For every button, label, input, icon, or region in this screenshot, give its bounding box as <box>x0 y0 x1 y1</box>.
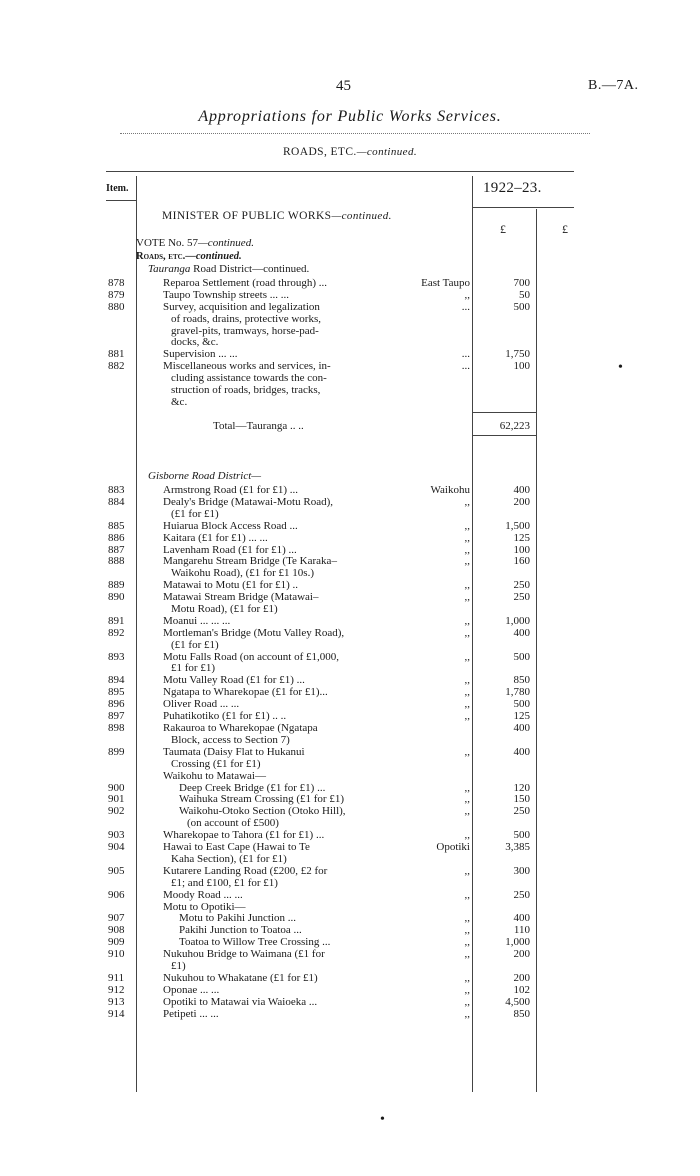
item-description: (£1 for £1) <box>171 507 219 520</box>
item-district: ,, <box>464 614 470 627</box>
item-description: Waikohu-Otoko Section (Otoko Hill), <box>179 805 346 818</box>
item-description: Moanui ... ... ... <box>163 614 231 627</box>
currency-right: £ <box>562 222 568 236</box>
item-description: Kaha Section), (£1 for £1) <box>171 852 287 865</box>
item-number: 901 <box>108 793 125 806</box>
item-description: Rakauroa to Wharekopae (Ngatapa <box>163 722 318 734</box>
table-row <box>0 532 700 544</box>
item-district: ,, <box>464 674 470 687</box>
item-description: docks, &c. <box>171 336 219 349</box>
item-amount: 400 <box>513 745 530 758</box>
table-row <box>0 793 700 805</box>
item-number: 908 <box>108 924 125 937</box>
year-column-header: 1922–23. <box>483 180 542 196</box>
item-district: ,, <box>464 793 470 806</box>
item-description: Wharekopae to Tahora (£1 for £1) ... <box>163 829 325 842</box>
currency-left: £ <box>500 222 506 236</box>
item-description: Motu Falls Road (on account of £1,000, <box>163 650 339 663</box>
total-tauranga-amount: 62,223 <box>499 420 530 432</box>
item-district: ,, <box>464 626 470 639</box>
item-description: Nukuhou to Whakatane (£1 for £1) <box>163 971 318 984</box>
table-row <box>0 829 700 841</box>
item-number: 879 <box>108 288 125 301</box>
item-number: 907 <box>108 912 125 925</box>
item-number: 905 <box>108 864 125 877</box>
vote-heading-text: VOTE No. 57 <box>136 237 199 249</box>
item-number: 892 <box>108 626 125 639</box>
item-amount: 250 <box>513 579 530 592</box>
item-number: 914 <box>108 1007 125 1020</box>
item-number: 891 <box>108 614 125 627</box>
item-amount: 850 <box>513 674 530 687</box>
item-amount: 200 <box>513 948 530 961</box>
table-row <box>0 841 700 865</box>
table-row <box>0 722 700 746</box>
item-description: Supervision ... ... <box>163 348 238 361</box>
item-description: Huiarua Block Access Road ... <box>163 519 298 532</box>
item-description: struction of roads, bridges, tracks, <box>171 384 321 397</box>
item-description: Moody Road ... ... <box>163 888 243 901</box>
item-description: Kaitara (£1 for £1) ... ... <box>163 531 268 544</box>
item-number: 897 <box>108 710 125 723</box>
item-number: 894 <box>108 674 125 687</box>
item-description: Matawai to Motu (£1 for £1) .. <box>163 579 299 592</box>
item-number: 884 <box>108 495 125 508</box>
item-amount: 100 <box>513 543 530 556</box>
table-row <box>0 698 700 710</box>
section-heading-cont: —continued. <box>356 146 418 158</box>
item-amount: 3,385 <box>505 841 530 853</box>
item-description: Taumata (Daisy Flat to Hukanui <box>163 745 305 758</box>
tauranga-district-name: Tauranga <box>148 263 191 275</box>
total-top-rule <box>472 412 536 413</box>
item-description: £1 for £1) <box>171 662 215 675</box>
stray-mark: • <box>618 360 623 375</box>
item-description: Survey, acquisition and legalization <box>163 300 320 313</box>
total-bottom-rule <box>472 435 536 436</box>
table-row <box>0 746 700 770</box>
item-description: Miscellaneous works and services, in- <box>163 360 331 373</box>
item-amount: 400 <box>513 626 530 639</box>
item-amount: 850 <box>513 1007 530 1020</box>
item-amount: 100 <box>513 360 530 373</box>
item-description: Pakihi Junction to Toatoa ... <box>179 924 302 937</box>
item-district: ... <box>461 348 470 361</box>
roads-subheading-text: Roads, etc. <box>136 251 186 262</box>
item-number: 910 <box>108 948 125 961</box>
item-column-header: Item. <box>106 183 129 194</box>
item-amount: 500 <box>513 829 530 842</box>
item-amount: 400 <box>513 484 530 496</box>
item-amount: 250 <box>513 888 530 901</box>
item-district: ,, <box>464 1007 470 1020</box>
item-district: ,, <box>464 781 470 794</box>
item-amount: 150 <box>513 793 530 806</box>
item-description: Nukuhou Bridge to Waimana (£1 for <box>163 948 325 961</box>
table-row <box>0 805 700 829</box>
item-description: Matawai Stream Bridge (Matawai– <box>163 591 319 604</box>
item-number: 899 <box>108 745 125 758</box>
table-row <box>0 277 700 289</box>
item-district: ... <box>461 300 470 313</box>
item-number: 893 <box>108 650 125 663</box>
item-description: Oliver Road ... ... <box>163 698 240 711</box>
item-description: £1; and £100, £1 for £1) <box>171 876 278 889</box>
item-district: ,, <box>464 829 470 842</box>
item-description: Oponae ... ... <box>163 983 220 996</box>
item-amount: 400 <box>513 912 530 925</box>
item-district: ... <box>461 360 470 373</box>
stray-mark-bottom: • <box>380 1112 385 1127</box>
table-row <box>0 579 700 591</box>
item-amount: 300 <box>513 864 530 877</box>
item-district: ,, <box>464 555 470 568</box>
item-description: Waikohu to Matawai— <box>163 769 266 782</box>
table-row <box>0 651 700 675</box>
item-number: 886 <box>108 531 125 544</box>
item-description: Lavenham Road (£1 for £1) ... <box>163 543 297 556</box>
item-number: 895 <box>108 686 125 699</box>
minister-heading-cont: —continued. <box>331 210 392 222</box>
item-district: ,, <box>464 698 470 711</box>
table-row <box>0 996 700 1008</box>
document-code: B.—7A. <box>588 78 639 93</box>
page-number: 45 <box>336 78 351 94</box>
table-row <box>0 615 700 627</box>
table-row <box>0 496 700 520</box>
gisborne-district-name: Gisborne Road District— <box>148 470 262 482</box>
table-row <box>0 627 700 651</box>
tauranga-district-rest: Road District—continued. <box>190 263 310 275</box>
item-description: (on account of £500) <box>187 817 279 830</box>
item-amount: 1,780 <box>505 686 530 699</box>
item-district: ,, <box>464 864 470 877</box>
table-row <box>0 948 700 972</box>
item-district: ,, <box>464 519 470 532</box>
item-district: ,, <box>464 288 470 301</box>
table-row <box>0 686 700 698</box>
item-description: of roads, drains, protective works, <box>171 312 321 325</box>
item-district: Waikohu <box>430 484 470 496</box>
minister-heading-text: MINISTER OF PUBLIC WORKS <box>162 210 332 222</box>
item-description: Block, access to Section 7) <box>171 733 290 746</box>
table-row <box>0 924 700 936</box>
item-number: 900 <box>108 781 125 794</box>
item-district: ,, <box>464 924 470 937</box>
item-district: ,, <box>464 983 470 996</box>
item-amount: 102 <box>513 983 530 996</box>
item-number: 913 <box>108 995 125 1008</box>
item-district: ,, <box>464 531 470 544</box>
item-amount: 125 <box>513 710 530 723</box>
item-description: Waihuka Stream Crossing (£1 for £1) <box>179 793 344 806</box>
table-row <box>0 936 700 948</box>
item-district: ,, <box>464 912 470 925</box>
item-description: Motu to Opotiki— <box>163 900 246 913</box>
table-row <box>0 520 700 532</box>
item-description: (£1 for £1) <box>171 638 219 651</box>
item-description: gravel-pits, tramways, horse-pad- <box>171 324 319 337</box>
table-row <box>0 360 700 408</box>
item-amount: 125 <box>513 531 530 544</box>
item-amount: 4,500 <box>505 995 530 1008</box>
item-amount: 1,750 <box>505 348 530 361</box>
table-row <box>0 301 700 349</box>
item-district: ,, <box>464 686 470 699</box>
item-number: 903 <box>108 829 125 842</box>
item-description: Taupo Township streets ... ... <box>163 288 289 301</box>
item-number: 878 <box>108 277 125 289</box>
item-description: Petipeti ... ... <box>163 1007 219 1020</box>
item-description: Kutarere Landing Road (£200, £2 for <box>163 864 328 877</box>
section-heading-text: ROADS, ETC. <box>282 146 357 158</box>
item-description: Motu Valley Road (£1 for £1) ... <box>163 674 305 687</box>
item-amount: 160 <box>513 555 530 568</box>
item-amount: 500 <box>513 698 530 711</box>
item-description: £1) <box>171 959 186 972</box>
item-description: Waikohu Road), (£1 for £1 10s.) <box>171 567 315 580</box>
item-number: 909 <box>108 936 125 949</box>
item-description: &c. <box>171 395 188 408</box>
item-amount: 250 <box>513 805 530 818</box>
table-row <box>0 484 700 496</box>
item-amount: 110 <box>513 924 530 937</box>
item-district: East Taupo <box>421 277 470 289</box>
gisborne-district-heading <box>148 470 261 482</box>
item-amount: 200 <box>513 495 530 508</box>
item-description: Hawai to East Cape (Hawai to Te <box>163 841 310 853</box>
total-tauranga-label: Total—Tauranga .. .. <box>213 420 304 432</box>
roads-subheading-cont: —continued. <box>185 251 242 262</box>
item-description: Dealy's Bridge (Matawai-Motu Road), <box>163 495 333 508</box>
item-district: ,, <box>464 948 470 961</box>
table-row <box>0 912 700 924</box>
item-district: ,, <box>464 805 470 818</box>
item-district: ,, <box>464 888 470 901</box>
item-description: Motu to Pakihi Junction ... <box>179 912 297 925</box>
table-row <box>0 591 700 615</box>
item-description: cluding assistance towards the con- <box>171 372 327 385</box>
item-amount: 500 <box>513 300 530 313</box>
table-row <box>0 972 700 984</box>
item-number: 887 <box>108 543 125 556</box>
item-amount: 250 <box>513 591 530 604</box>
item-amount: 120 <box>513 781 530 794</box>
item-description: Deep Creek Bridge (£1 for £1) ... <box>179 781 326 794</box>
item-number: 898 <box>108 722 125 734</box>
item-number: 885 <box>108 519 125 532</box>
item-number: 896 <box>108 698 125 711</box>
item-description: Toatoa to Willow Tree Crossing ... <box>179 936 331 949</box>
item-amount: 200 <box>513 971 530 984</box>
item-description: Armstrong Road (£1 for £1) ... <box>163 484 299 496</box>
item-number: 911 <box>108 971 125 984</box>
item-number: 882 <box>108 360 125 373</box>
table-row <box>0 674 700 686</box>
item-description: Mortleman's Bridge (Motu Valley Road), <box>163 626 345 639</box>
item-district: ,, <box>464 745 470 758</box>
item-amount: 1,000 <box>505 614 530 627</box>
table-row <box>0 1008 700 1020</box>
item-amount: 50 <box>519 288 530 301</box>
item-number: 883 <box>108 484 125 496</box>
item-amount: 1,000 <box>505 936 530 949</box>
item-description: Ngatapa to Wharekopae (£1 for £1)... <box>163 686 328 699</box>
table-row <box>0 889 700 901</box>
item-amount: 1,500 <box>505 519 530 532</box>
item-district: ,, <box>464 995 470 1008</box>
table-row <box>0 555 700 579</box>
item-description: Crossing (£1 for £1) <box>171 757 261 770</box>
table-row <box>0 865 700 889</box>
item-district: ,, <box>464 591 470 604</box>
item-district: ,, <box>464 971 470 984</box>
item-number: 890 <box>108 591 125 604</box>
table-row <box>0 770 700 782</box>
item-amount: 400 <box>513 722 530 734</box>
table-row <box>0 984 700 996</box>
table-row <box>0 710 700 722</box>
item-district: ,, <box>464 579 470 592</box>
page-title: Appropriations for Public Works Services. <box>198 108 502 125</box>
item-description: Puhatikotiko (£1 for £1) .. .. <box>163 710 287 723</box>
item-description: Mangarehu Stream Bridge (Te Karaka– <box>163 555 337 568</box>
item-district: ,, <box>464 495 470 508</box>
item-district: ,, <box>464 936 470 949</box>
item-description: Motu Road), (£1 for £1) <box>171 602 278 615</box>
item-amount: 500 <box>513 650 530 663</box>
item-number: 889 <box>108 579 125 592</box>
item-number: 881 <box>108 348 125 361</box>
item-amount: 700 <box>513 277 530 289</box>
table-row <box>0 901 700 913</box>
item-number: 902 <box>108 805 125 818</box>
item-description: Opotiki to Matawai via Waioeka ... <box>163 995 318 1008</box>
item-district: Opotiki <box>436 841 470 853</box>
item-district: ,, <box>464 710 470 723</box>
item-number: 880 <box>108 300 125 313</box>
item-district: ,, <box>464 650 470 663</box>
table-row <box>0 289 700 301</box>
item-number: 912 <box>108 983 125 996</box>
item-district: ,, <box>464 543 470 556</box>
table-row <box>0 782 700 794</box>
item-description: Reparoa Settlement (road through) ... <box>163 277 328 289</box>
item-number: 888 <box>108 555 125 568</box>
table-row <box>0 544 700 556</box>
table-row <box>0 348 700 360</box>
item-number: 906 <box>108 888 125 901</box>
item-number: 904 <box>108 841 125 853</box>
vote-heading-cont: —continued. <box>198 237 254 249</box>
